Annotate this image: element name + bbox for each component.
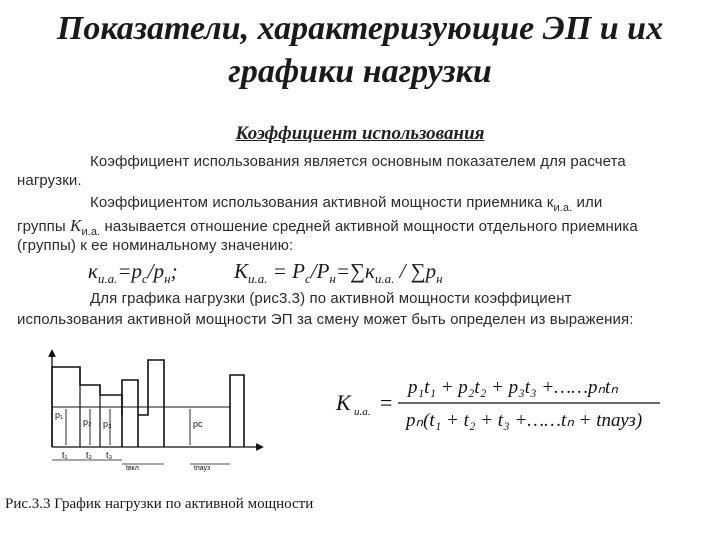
label-p1: p₁ <box>55 410 64 420</box>
label-p3: p₃ <box>103 419 112 429</box>
equation-equals: = <box>380 390 393 415</box>
label-tvkl: tвкл <box>126 465 139 472</box>
paragraph-2-line-2: группы $К_{и.а.}$ называется отношение средней активной мощности отдельного приемника <box>17 216 638 238</box>
formula-individual: $к_{и.а.}=р_с/р_н$; <box>88 259 178 286</box>
equation-lhs: К <box>336 390 351 415</box>
paragraph-3-line-1: Для графика нагрузки (рис3.3) по активной мощности коэффициент <box>90 290 572 307</box>
slide-title-line1: Показатели, характеризующие ЭП и их <box>56 10 664 47</box>
load-step-4 <box>230 375 244 447</box>
paragraph-1-line-2: нагрузки. <box>17 172 82 189</box>
load-step-3 <box>138 360 164 447</box>
paragraph-2-line-1: Коэффициентом использования активной мощности приемника $к_{и.а.}$ или <box>90 194 603 214</box>
label-pc: pс <box>193 419 203 429</box>
figure-caption: Рис.3.3 График нагрузки по активной мощности <box>5 496 314 512</box>
paragraph-1-line-1: Коэффициент использования является основным показателем для расчета <box>90 153 626 170</box>
load-graph-diagram <box>30 345 270 475</box>
equation-numerator: p₁t₁ + p₂t₂ + p₃t₃ +……pₙtₙ <box>408 377 618 398</box>
label-t3: t₃ <box>106 450 113 460</box>
section-subtitle: Коэффициент использования <box>235 123 485 144</box>
paragraph-2-line-3: (группы) к ее номинальному значению: <box>17 237 294 254</box>
label-t2: t₂ <box>86 450 92 460</box>
label-tpauz: tпауз <box>194 465 211 472</box>
slide-title-line2: графики нагрузки <box>228 53 492 90</box>
utilization-equation <box>328 368 698 438</box>
formula-group: $К_{и.а.} = Р_с/Р_н=\sum к_{и.а.} / \sum р_н$ <box>234 259 443 286</box>
load-step-2 <box>122 380 138 447</box>
paragraph-3-line-2: использования активной мощности ЭП за смену может быть определен из выражения: <box>17 311 634 328</box>
equation-denominator: pₙ(t₁ + t₂ + t₃ +……tₙ + tпауз) <box>406 410 643 431</box>
label-t1: t₁ <box>62 450 68 460</box>
label-p2: p₂ <box>83 417 92 427</box>
equation-lhs-subscript: и.а. <box>354 406 371 418</box>
